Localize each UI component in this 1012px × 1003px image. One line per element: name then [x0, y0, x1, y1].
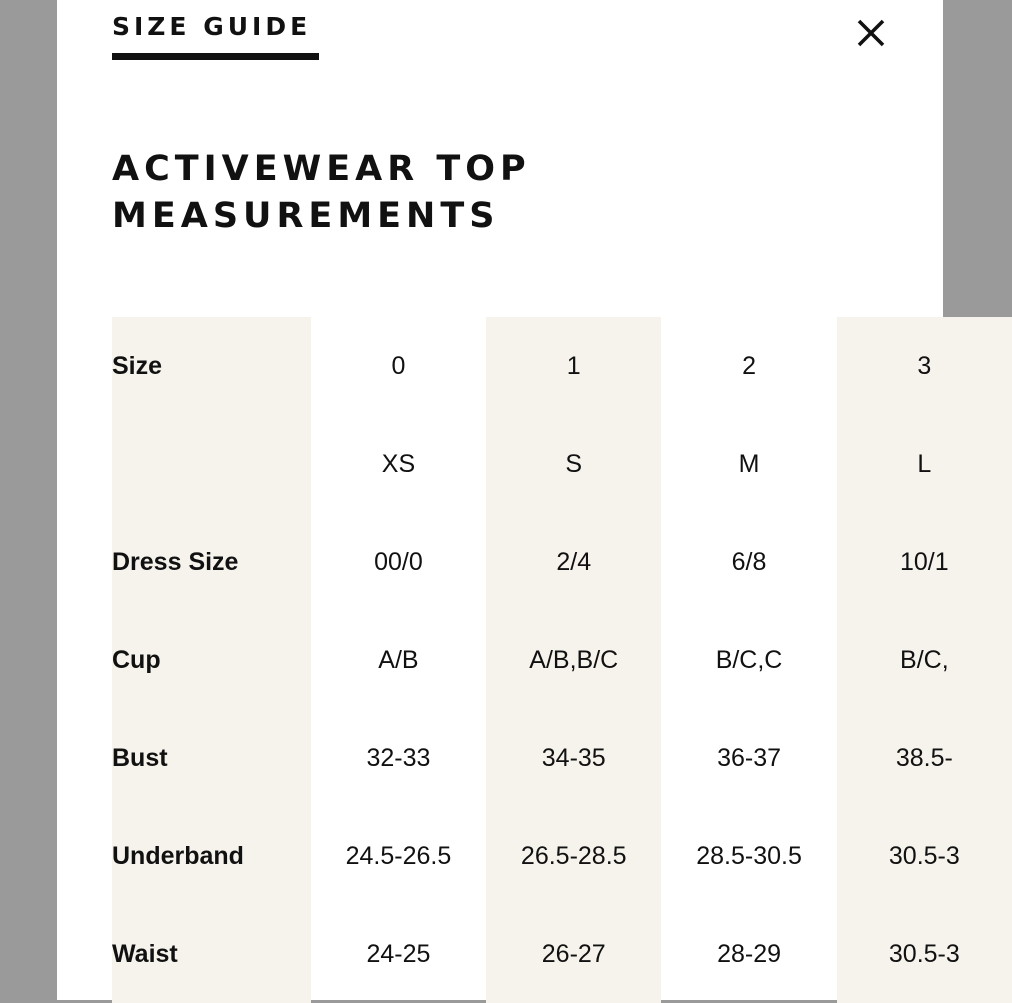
size-table	[112, 317, 1012, 1003]
table-cell: A/B,B/C	[486, 611, 661, 709]
table-cell: 2/4	[486, 513, 661, 611]
table-cell: 26-27	[486, 905, 661, 1003]
table-cell: 0	[391, 351, 406, 380]
table-cell: B/C,	[837, 611, 1012, 709]
table-cell: 24-25	[366, 939, 431, 968]
size-guide-tab[interactable]: SIZE GUIDE	[112, 12, 312, 41]
row-label: Cup	[112, 611, 311, 709]
row-label: Size	[112, 317, 311, 415]
active-tab-indicator	[112, 53, 319, 60]
table-cell: 32-33	[366, 743, 431, 772]
table-cell: 2	[742, 351, 756, 380]
row-label	[112, 415, 311, 513]
table-cell: 00/0	[374, 547, 423, 576]
page-title	[112, 146, 712, 240]
table-row-cup	[112, 611, 1012, 709]
row-label: Underband	[112, 807, 311, 905]
table-cell: 30.5-3	[837, 807, 1012, 905]
table-row-size	[112, 317, 1012, 415]
page-title-line-1: ACTIVEWEAR TOP	[112, 149, 531, 189]
row-label: Waist	[112, 905, 311, 1003]
table-cell: 26.5-28.5	[486, 807, 661, 905]
table-cell: A/B	[378, 645, 419, 674]
table-cell: 3	[837, 317, 1012, 415]
table-row-underband	[112, 807, 1012, 905]
table-cell: L	[837, 415, 1012, 513]
table-cell: 1	[486, 317, 661, 415]
table-cell: 28-29	[717, 939, 782, 968]
row-label: Bust	[112, 709, 311, 807]
row-label: Dress Size	[112, 513, 311, 611]
page-title-line-2: MEASUREMENTS	[112, 196, 500, 236]
table-row-letter-size	[112, 415, 1012, 513]
table-cell: 10/1	[837, 513, 1012, 611]
table-cell: 6/8	[731, 547, 767, 576]
table-cell: 34-35	[486, 709, 661, 807]
table-cell: 36-37	[717, 743, 782, 772]
table-cell: 24.5-26.5	[345, 841, 452, 870]
table-cell: M	[738, 449, 760, 478]
table-cell: B/C,C	[715, 645, 783, 674]
table-cell: 30.5-3	[837, 905, 1012, 1003]
table-cell: S	[486, 415, 661, 513]
table-row-bust	[112, 709, 1012, 807]
size-table-scroll-area[interactable]	[112, 317, 960, 1000]
close-icon	[854, 14, 894, 54]
table-row-waist	[112, 905, 1012, 1003]
table-row-dress-size	[112, 513, 1012, 611]
table-cell: 38.5-	[837, 709, 1012, 807]
table-cell: XS	[381, 449, 416, 478]
close-button[interactable]	[854, 14, 894, 54]
table-cell: 28.5-30.5	[696, 841, 802, 870]
size-guide-modal	[57, 0, 960, 1000]
